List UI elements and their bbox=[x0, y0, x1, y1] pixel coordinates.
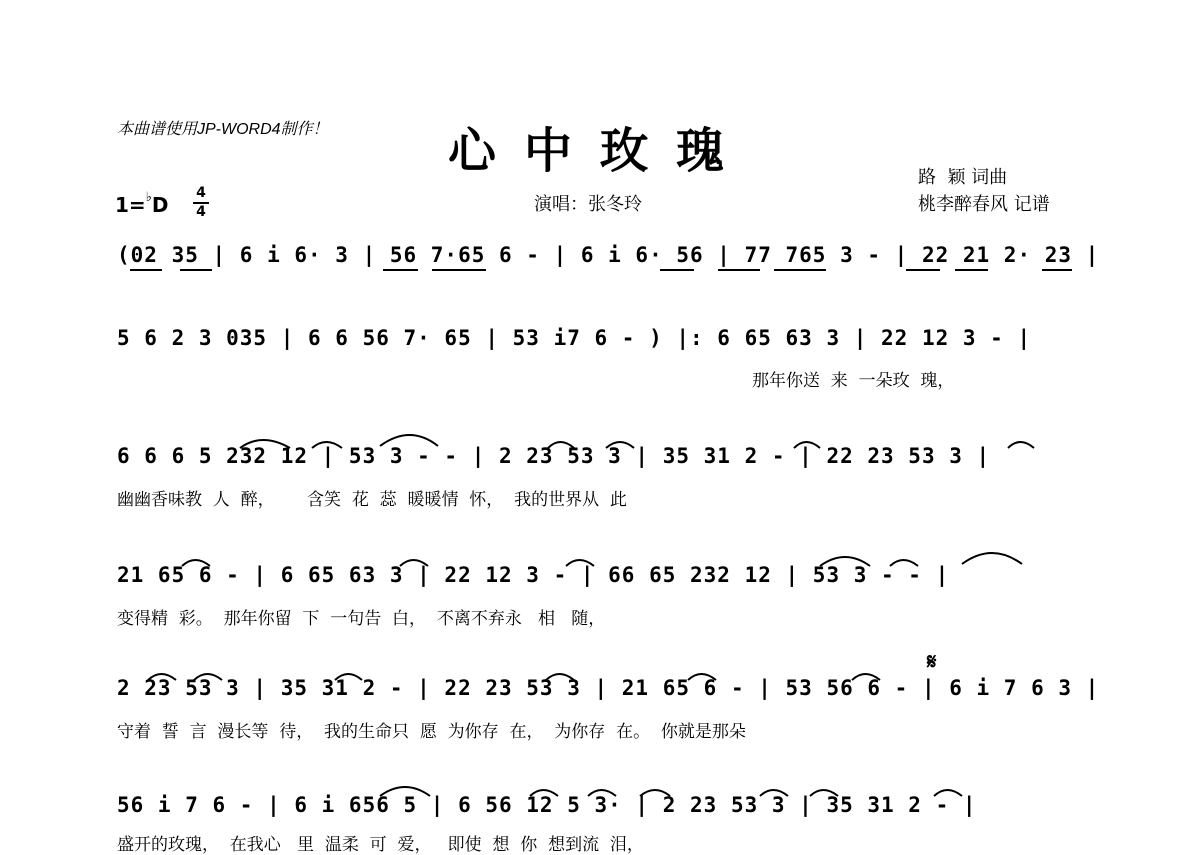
segno-sign: 𝄋 bbox=[927, 650, 937, 675]
lyric-row-4: 变得精 彩。 那年你留 下 一句告 白， 不离不弃永 相 随， bbox=[117, 609, 606, 629]
singer-credit: 演唱：张冬玲 bbox=[534, 194, 642, 215]
lyric-row-5: 守着 誓 言 漫长等 待， 我的生命只 愿 为你存 在， 为你存 在。 你就是那朵 bbox=[117, 722, 746, 742]
score-row-4: 21 65 6 - | 6 65 63 3 | 22 12 3 - | 66 65 232 12 | 53 3 - - | bbox=[117, 563, 950, 587]
song-title: 心中玫瑰 bbox=[447, 123, 752, 179]
lyric-row-2: 那年你送 来 一朵玫 瑰， bbox=[752, 371, 955, 391]
software-notice: 本曲谱使用JP-WORD4制作！ bbox=[117, 121, 329, 138]
lyricist-credit: 路 颖 词曲 bbox=[918, 167, 1008, 188]
lyric-row-6: 盛开的玫瑰， 在我心 里 温柔 可 爱， 即使 想 你 想到流 泪， bbox=[117, 835, 644, 855]
score-row-6: 56 i 7 6 - | 6 i 656 5 | 6 56 12 5 3· | 2 23 53 3 | 35 31 2 - | bbox=[117, 793, 977, 817]
key-signature: 1=♭D bbox=[115, 190, 169, 217]
score-row-3: 6 6 6 5 232 12 | 53 3 - - | 2 23 53 3 | 35 31 2 - | 22 23 53 3 | bbox=[117, 444, 991, 468]
time-signature: 4 4 bbox=[193, 186, 209, 220]
transcriber-credit: 桃李醉春风 记谱 bbox=[918, 194, 1050, 215]
flat-sign: ♭ bbox=[145, 190, 152, 206]
lyric-row-3: 幽幽香味教 人 醉， 含笑 花 蕊 暖暖情 怀， 我的世界从 此 bbox=[117, 490, 627, 510]
score-row-1: (02 35 | 6 i 6· 3 | 56 7·65 6 - | 6 i 6· 56 | 77 765 3 - | 22 21 2· 23 | bbox=[117, 243, 1100, 267]
score-row-2: 5 6 2 3 035 | 6 6 56 7· 65 | 53 i7 6 - ) |: 6 65 63 3 | 22 12 3 - | bbox=[117, 326, 1032, 350]
score-row-5: 2 23 53 3 | 35 31 2 - | 22 23 53 3 | 21 65 6 - | 53 56 6 - | 6 i 7 6 3 | bbox=[117, 676, 1100, 700]
